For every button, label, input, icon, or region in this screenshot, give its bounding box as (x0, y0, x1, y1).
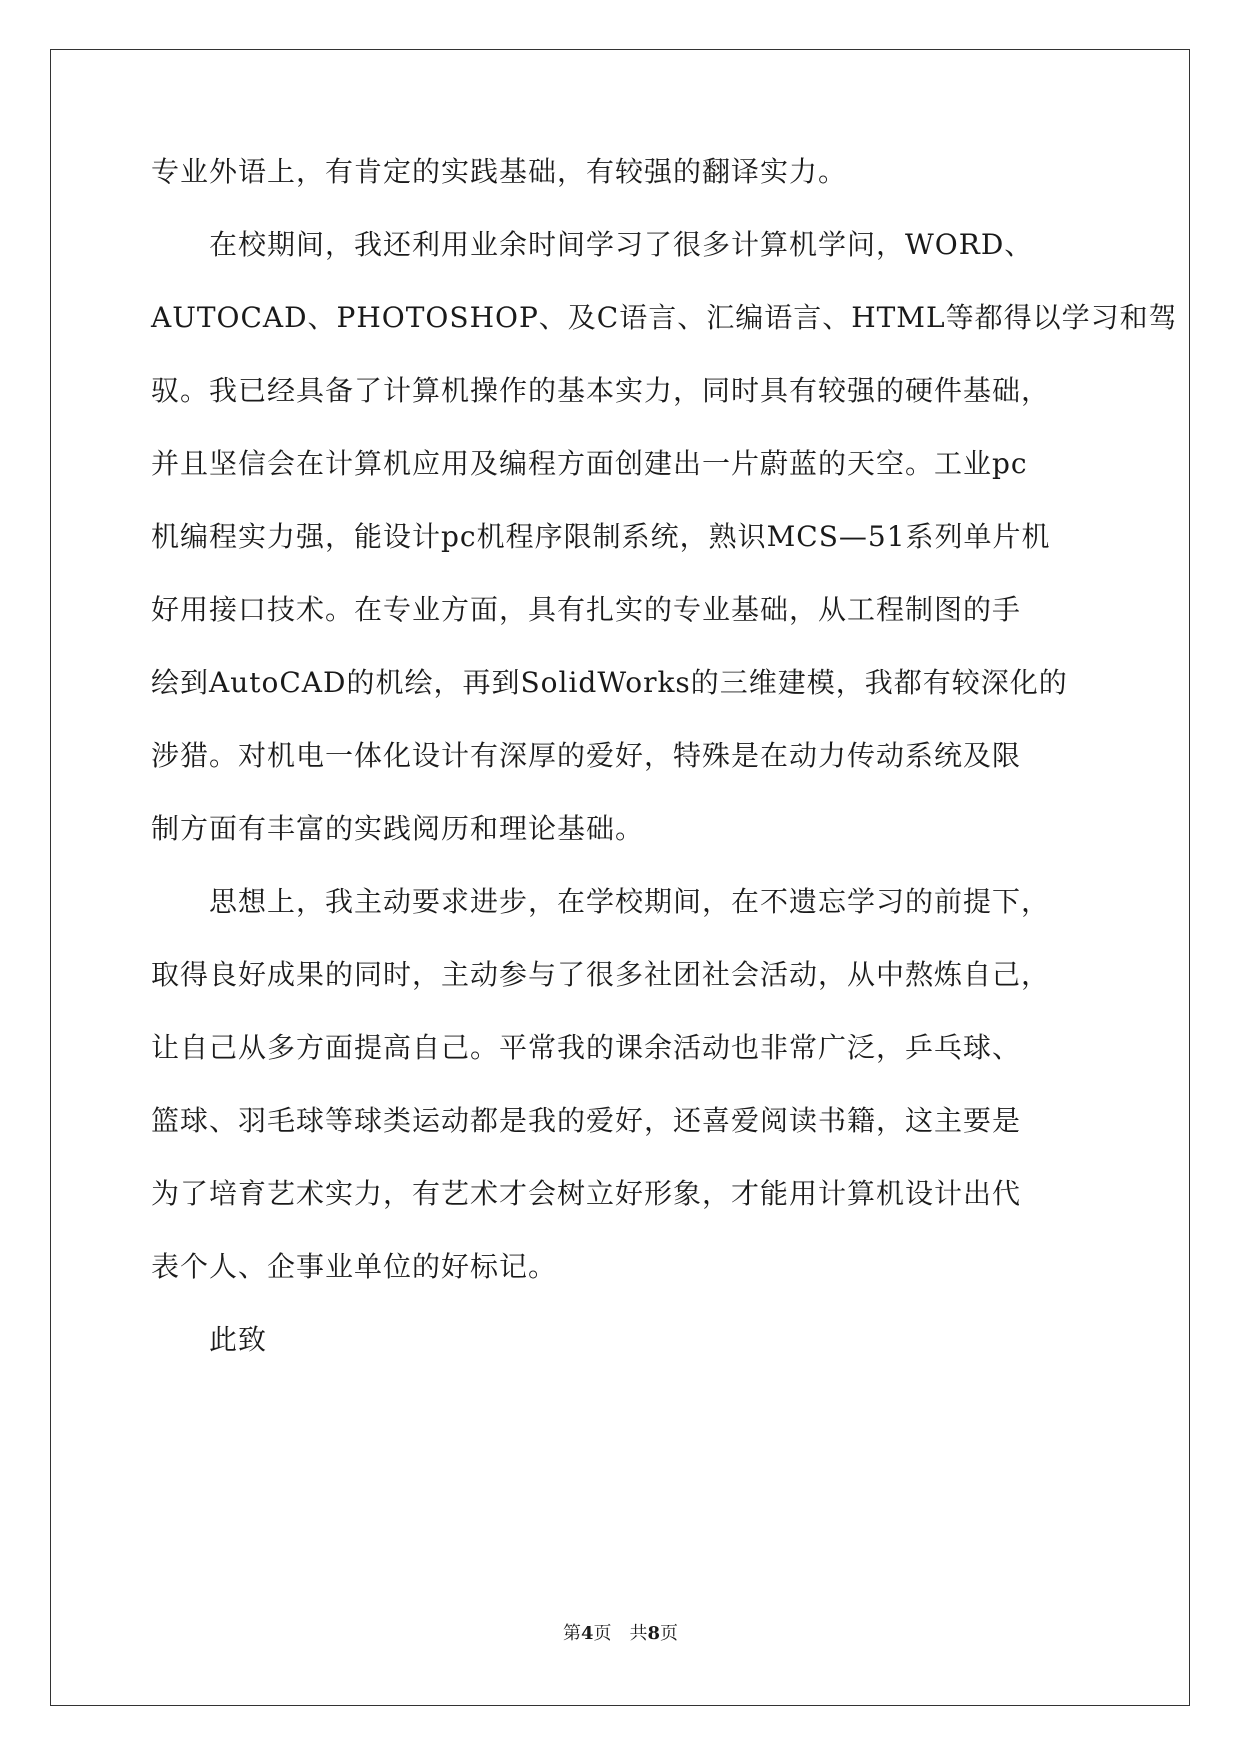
closing-salutation: 此致 (151, 1323, 268, 1356)
body-line-9: 涉猎。对机电一体化设计有深厚的爱好，特殊是在动力传动系统及限 (151, 739, 1022, 772)
footer-prefix: 第 (562, 1623, 581, 1644)
body-line-13: 让自己从多方面提高自己。平常我的课余活动也非常广泛，乒乓球、 (151, 1031, 1022, 1064)
body-line-14: 篮球、羽毛球等球类运动都是我的爱好，还喜爱阅读书籍，这主要是 (151, 1104, 1022, 1137)
page-footer (0, 1622, 1241, 1646)
body-line-4: 驭。我已经具备了计算机操作的基本实力，同时具有较强的硬件基础， (151, 374, 1051, 407)
footer-current-page: 4 (580, 1623, 594, 1644)
body-line-16: 表个人、企事业单位的好标记。 (151, 1250, 558, 1283)
body-line-12: 取得良好成果的同时，主动参与了很多社团社会活动，从中熬炼自己， (151, 958, 1051, 991)
body-line-1: 专业外语上，有肯定的实践基础，有较强的翻译实力。 (151, 155, 848, 188)
body-line-6: 机编程实力强，能设计pc机程序限制系统，熟识MCS—51系列单片机 (151, 520, 1051, 553)
footer-suffix: 页 (660, 1623, 679, 1644)
body-line-3: AUTOCAD、PHOTOSHOP、及C语言、汇编语言、HTML等都得以学习和驾 (151, 301, 1178, 334)
body-line-5: 并且坚信会在计算机应用及编程方面创建出一片蔚蓝的天空。工业pc (151, 447, 1028, 480)
body-line-7: 好用接口技术。在专业方面，具有扎实的专业基础，从工程制图的手 (151, 593, 1022, 626)
body-line-11: 思想上，我主动要求进步，在学校期间，在不遗忘学习的前提下， (151, 885, 1051, 918)
body-line-2: 在校期间，我还利用业余时间学习了很多计算机学问，WORD、 (151, 228, 1034, 261)
body-line-15: 为了培育艺术实力，有艺术才会树立好形象，才能用计算机设计出代 (151, 1177, 1022, 1210)
body-line-8: 绘到AutoCAD的机绘，再到SolidWorks的三维建模，我都有较深化的 (151, 666, 1068, 699)
footer-total-pages: 8 (647, 1623, 661, 1644)
body-line-10: 制方面有丰富的实践阅历和理论基础。 (151, 812, 645, 845)
footer-middle: 页 共 (593, 1623, 648, 1644)
